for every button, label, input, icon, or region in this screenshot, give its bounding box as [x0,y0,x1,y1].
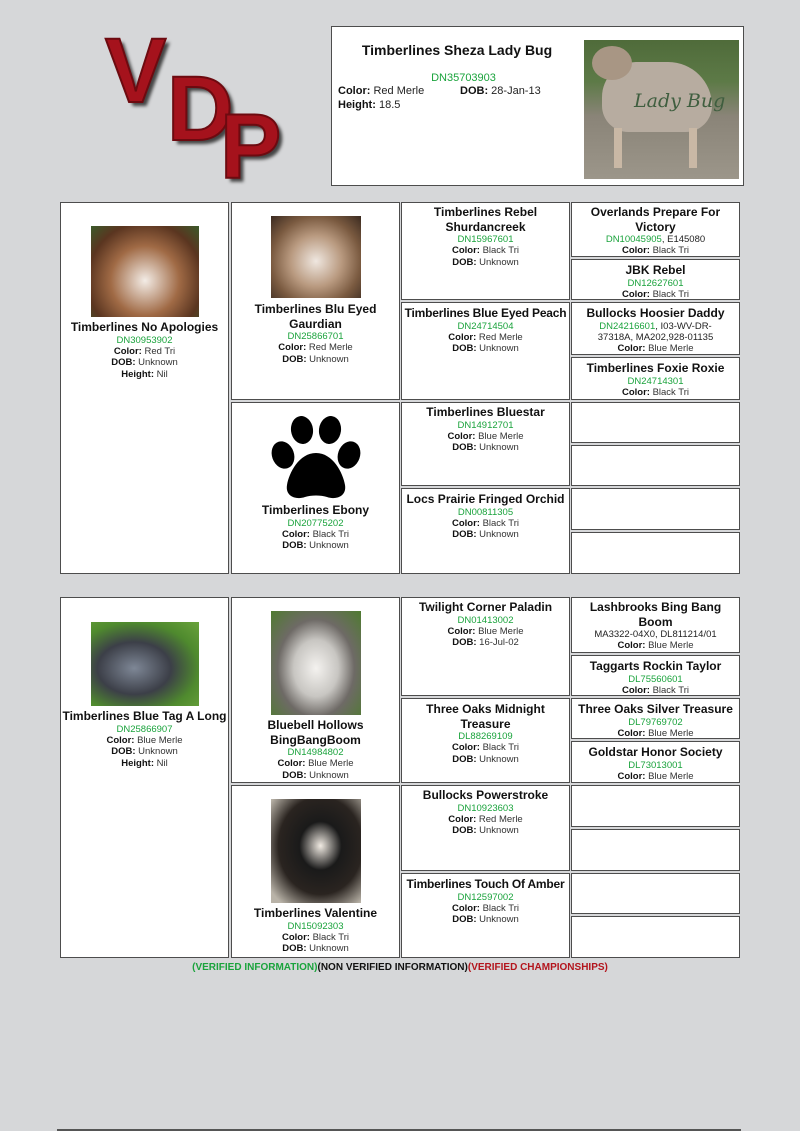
dog-photo [271,799,361,903]
great-grandparent-card [401,597,570,696]
dog-dob: DOB: Unknown [111,357,178,368]
dog-color: Color: Black Tri [621,386,690,398]
dog-dob: DOB: Unknown [282,540,349,551]
subject-color: Color: Red Merle [338,85,425,97]
dog-color: Color: Black Tri [621,288,690,300]
dog-color: Color: Blue Merle [277,758,354,769]
dog-name: Timberlines Blue Eyed Peach [404,306,567,320]
dog-name: Goldstar Honor Society [588,745,723,759]
dog-color: Color: Red Tri [113,345,176,357]
logo-letter-v: V [105,20,167,122]
dog-photo [271,611,361,715]
subject-photo [584,40,739,179]
empty-ancestor-card [571,916,740,958]
gg-grandparent-card [571,741,740,783]
color-legend [0,962,800,973]
dog-registration: DN14984802 [287,747,344,758]
subject-registration: DN35703903 [431,72,496,84]
dog-name: Timberlines Foxie Roxie [586,361,725,375]
dog-registration: DN14912701 [457,419,514,431]
empty-ancestor-card [571,445,740,486]
dog-color: Color: Blue Merle [447,430,524,442]
dog-color: Color: Blue Merle [617,342,694,354]
dog-name: Timberlines Touch Of Amber [406,877,565,891]
gg-grandparent-card [571,597,740,653]
gg-grandparent-card [571,655,740,696]
empty-ancestor-card [571,829,740,871]
dog-name: Timberlines Valentine [253,906,378,920]
dog-dob: DOB: 16-Jul-02 [452,637,519,648]
dog-height: Height: Nil [121,368,168,380]
dog-name: Bluebell Hollows BingBangBoom [267,718,364,747]
dog-name: Bullocks Hoosier Daddy [586,306,725,320]
dog-dob: DOB: Unknown [452,256,519,268]
subject-height: Height: 18.5 [338,99,401,111]
great-grandparent-card [401,698,570,783]
gg-grandparent-card [571,302,740,355]
dog-registration: DN20775202 [287,517,344,529]
dog-name: Lashbrooks Bing Bang Boom [589,600,722,629]
paw-print-icon [269,415,363,501]
gg-grandparent-card [571,202,740,257]
gg-grandparent-card [571,698,740,739]
dog-dob: DOB: Unknown [452,753,519,765]
dog-registration: DN15967601 [457,234,514,245]
dog-dob: DOB: Unknown [452,529,519,540]
dog-photo [91,622,199,706]
sire-grandparent-card [231,202,400,400]
gg-grandparent-card [571,259,740,300]
dog-name: Taggarts Rockin Taylor [589,659,722,673]
dog-name: Locs Prairie Fringed Orchid [406,492,565,506]
dog-registration: DL88269109 [458,731,513,742]
dog-name: Timberlines Blue Tag A Long [62,709,227,723]
gg-grandparent-card [571,357,740,400]
dog-registration: DN24216601, I03-WV-DR-37318A, MA202,928-01135 [597,320,714,343]
dog-name: Timberlines Bluestar [426,405,545,419]
legend-verified: (VERIFIED INFORMATION) [192,962,318,973]
logo-letter-d: D [167,58,234,160]
dog-registration: DN01413002 [457,614,514,626]
empty-ancestor-card [571,402,740,443]
great-grandparent-card [401,302,570,400]
dog-color: Color: Blue Merle [617,770,694,782]
dog-registration: DN30953902 [116,334,173,346]
sire-card [60,202,229,574]
dog-registration: DN24714504 [457,320,514,332]
dog-registration: DN25866907 [116,723,173,735]
dog-color: Color: Black Tri [451,517,520,529]
great-grandparent-card [401,785,570,871]
subject-name: Timberlines Sheza Lady Bug [361,42,553,58]
dog-name: Timberlines Blu Eyed Gaurdian [254,302,377,331]
dog-color: Color: Black Tri [281,931,350,943]
dog-color: Color: Black Tri [621,684,690,696]
dog-color: Color: Black Tri [451,245,520,256]
great-grandparent-card [401,488,570,574]
legend-championships: (VERIFIED CHAMPIONSHIPS) [467,962,608,973]
dog-name: Timberlines No Apologies [70,320,219,334]
dog-name: Overlands Prepare For Victory [590,205,721,234]
dog-dob: DOB: Unknown [282,943,349,954]
dog-name: Three Oaks Silver Treasure [578,702,733,716]
dog-registration: MA3322-04X0, DL811214/01 [594,629,717,640]
dog-dob: DOB: Unknown [452,914,519,925]
dog-name: Twilight Corner Paladin [418,600,553,614]
empty-ancestor-card [571,873,740,914]
empty-ancestor-card [571,785,740,827]
empty-ancestor-card [571,532,740,574]
dog-registration: DN25866701 [287,331,344,342]
photo-caption: Lady Bug [634,90,726,112]
dog-registration: DN00811305 [457,506,514,518]
dog-dob: DOB: Unknown [111,746,178,757]
dog-dob: DOB: Unknown [282,769,349,781]
great-grandparent-card [401,873,570,958]
subject-card [331,26,744,186]
dog-registration: DN15092303 [287,920,344,932]
dog-registration: DL79769702 [628,716,683,728]
dog-color: Color: Red Merle [448,813,523,825]
dog-color: Color: Black Tri [451,742,520,753]
dog-color: Color: Red Merle [278,342,353,353]
legend-non-verified: (NON VERIFIED INFORMATION) [317,962,468,973]
dog-registration: DN10923603 [457,802,514,814]
dog-color: Color: Black Tri [451,902,520,914]
dog-height: Height: Nil [121,757,168,769]
subject-dob: DOB: 28-Jan-13 [460,85,541,97]
sire-grandmother-card [231,402,400,574]
dog-name: JBK Rebel [625,263,686,277]
dog-dob: DOB: Unknown [452,343,519,354]
dog-name: Three Oaks Midnight Treasure [426,702,545,731]
great-grandparent-card [401,202,570,300]
dog-name: Timberlines Ebony [261,503,370,517]
dam-grandmother-card [231,785,400,958]
dog-color: Color: Blue Merle [447,625,524,637]
dog-color: Color: Red Merle [448,331,523,343]
dog-dob: DOB: Unknown [452,825,519,836]
dog-name: Bullocks Powerstroke [422,788,549,802]
dog-color: Color: Blue Merle [617,727,694,739]
dog-registration: DN12597002 [457,891,514,903]
dam-card [60,597,229,958]
dog-color: Color: Blue Merle [106,734,183,746]
dam-grandparent-card [231,597,400,783]
dog-photo [91,226,199,317]
dog-registration: DL75560601 [628,673,683,685]
dog-name: Timberlines Rebel Shurdancreek [433,205,538,234]
dog-color: Color: Black Tri [621,245,690,256]
dog-registration: DN10045905, E145080 [605,234,706,245]
great-grandparent-card [401,402,570,486]
dog-color: Color: Black Tri [281,528,350,540]
dog-registration: DN24714301 [627,375,684,387]
dog-dob: DOB: Unknown [282,353,349,365]
dog-color: Color: Blue Merle [617,640,694,651]
dog-photo [271,216,361,298]
logo-letter-p: P [220,96,282,198]
vdp-logo [105,20,295,198]
dog-registration: DL73013001 [628,759,683,771]
dog-registration: DN12627601 [627,277,684,289]
dog-dob: DOB: Unknown [452,442,519,453]
empty-ancestor-card [571,488,740,530]
